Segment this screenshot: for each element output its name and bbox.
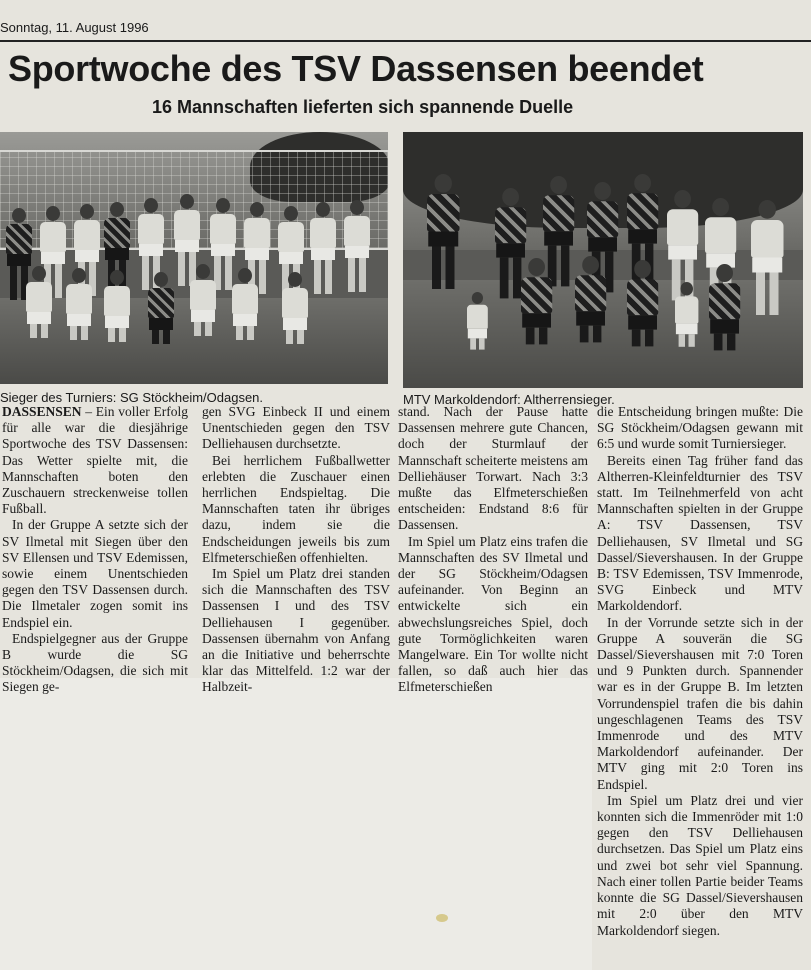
photo-player	[427, 174, 460, 289]
photo-player	[148, 272, 174, 344]
article-paragraph: gen SVG Einbeck II und einem Unentschieden gegen den TSV Delliehausen durchsetzte.	[202, 404, 390, 452]
photo-player	[751, 200, 784, 315]
article-paragraph: DASSENSEN – Ein voller Erfolg für alle war die diesjährige Sportwoche des TSV Dassensen: Das Wetter spielte mit, die Mannschaften boten den Zuschauern streckenweise tollen Fußball.	[2, 404, 188, 517]
subheadline: 16 Mannschaften lieferten sich spannende Duelle	[152, 97, 574, 117]
photo-player	[310, 202, 336, 294]
article-column-2	[202, 404, 390, 696]
photo-player	[66, 268, 92, 340]
article-column-3	[398, 404, 588, 696]
article-paragraph: Endspielgegner aus der Gruppe B wurde die SG Stöckheim/Odagsen, die sich mit Siegen ge-	[2, 630, 188, 695]
photo-caption-left: Sieger des Turniers: SG Stöckheim/Odagsen.	[0, 390, 264, 405]
headline: Sportwoche des TSV Dassensen beendet	[8, 48, 704, 89]
photo-player	[521, 258, 552, 344]
header-rule	[0, 40, 811, 42]
photo-oldboys-winners	[403, 132, 803, 388]
photo-player	[26, 266, 52, 338]
photo-player	[709, 264, 740, 350]
article-paragraph: Bei herrlichem Fußballwetter erlebten die Zuschauer einen herrlichen Endspieltag. Die Mannschaften taten ihr übriges dazu, indem sie die Endscheidungen jeweils bis zum Elfmeterschießen offenhielten.	[202, 452, 390, 565]
photo-player	[675, 282, 698, 347]
article-paragraph: Im Spiel um Platz drei und vier konnten sich die Immenröder mit 1:0 gegen den TSV Delliehausen durchsetzen. Das Spiel um Platz eins und zwei bot sehr viel Spannung. Nach einer tollen Partie beider Teams konnte die SG Dassel/Sievershausen mit 2:0 über den MTV Markoldendorf siegen.	[597, 792, 803, 938]
photo-player	[104, 270, 130, 342]
photo-player	[190, 264, 216, 336]
photo-player	[344, 200, 370, 292]
dateline: Sonntag, 11. August 1996	[0, 20, 149, 35]
photo-player	[282, 272, 308, 344]
article-column-4	[597, 404, 803, 939]
article-location: DASSENSEN	[2, 404, 82, 419]
photo-player	[627, 260, 658, 346]
paper-stain	[436, 914, 448, 922]
photo-player	[467, 292, 488, 350]
article-paragraph: In der Vorrunde setzte sich in der Gruppe A souverän die SG Dassel/Sievershausen mit 7:0 Toren und 9 Punkten durch. Spannender war es in der Gruppe B. Im letzten Vorrundenspiel trafen die bis dahin ungeschlagenen Teams des TSV Immenrode und des MTV Markoldendorf aufeinander. Der MTV ging mit 2:0 Toren ins Endspiel.	[597, 614, 803, 792]
article-paragraph: In der Gruppe A setzte sich der SV Ilmetal mit Siegen über den SV Ellensen und TSV Edemissen, sowie einem Unentschieden gegen den TSV Dassensen durch. Die Ilmetaler zogen somit ins Endspiel ein.	[2, 517, 188, 630]
photo-caption-right: MTV Markoldendorf: Altherrensieger.	[403, 392, 615, 407]
article-column-1	[2, 404, 188, 696]
photo-player	[575, 256, 606, 342]
photo-tournament-winners	[0, 132, 388, 384]
article-paragraph: stand. Nach der Pause hatte Dassensen mehrere gute Chancen, doch der Sturmlauf der Mannschaft scheiterte meistens am Delliehäuser Torwart. Nach 3:3 mußte das Elfmeterschießen entscheiden: Endstand 8:6 für Dassensen.	[398, 404, 588, 533]
photo-player	[232, 268, 258, 340]
article-paragraph: die Entscheidung bringen mußte: Die SG Stöckheim/Odagsen gewann mit 6:5 und wurde somit Turniersieger.	[597, 404, 803, 452]
article-paragraph: Im Spiel um Platz drei standen sich die Mannschaften des TSV Dassensen I und des TSV Delliehausen I gegenüber. Dassensen übernahm von Anfang an die Initiative und beherrschte klar das Mittelfeld. 1:2 war der Halbzeit-	[202, 566, 390, 695]
article-paragraph: Bereits einen Tag früher fand das Altherren-Kleinfeldturnier des TSV statt. Im Teilnehmerfeld von acht Mannschaften spielten in der Gruppe A: TSV Dassensen, TSV Delliehausen, SV Ilmetal und SG Dassel/Sievershausen. In der Gruppe B: TSV Edemissen, TSV Immenrode, SVG Einbeck und MTV Markoldendorf.	[597, 452, 803, 614]
article-paragraph: Im Spiel um Platz eins trafen die Mannschaften des SV Ilmetal und der SG Stöckheim/Odagsen aufeinander. Von Beginn an entwickelte sich ein abwechslungsreiches Spiel, doch gute Tormöglichkeiten waren Mangelware. Ein Tor wollte nicht fallen, so daß auch hier das Elfmeterschießen	[398, 533, 588, 695]
